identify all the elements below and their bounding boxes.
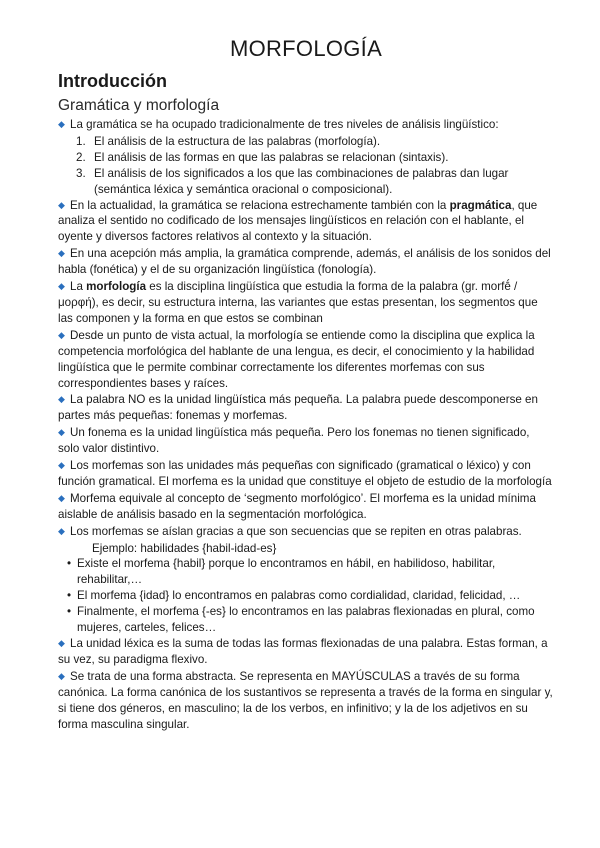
- diamond-bullet-icon: ◆: [58, 427, 65, 438]
- sub-list: [58, 556, 554, 636]
- list-item: • Finalmente, el morfema {-es} lo encontramos en las palabras flexionadas en plural, como mujeres, carteles, felices…: [67, 605, 535, 635]
- section-heading: Introducción: [58, 71, 167, 91]
- subsection-heading: Gramática y morfología: [58, 97, 220, 114]
- paragraph: ◆ Se trata de una forma abstracta. Se representa en MAYÚSCULAS a través de su forma canónica. La forma canónica de los sustantivos se representa a través de la forma en singular y, si tiene dos géneros, en masculino; la de los verbos, en infinitivo; y la de los adjetivos en su forma masculina singular.: [58, 669, 553, 731]
- example-line: Ejemplo: habilidades {habil-idad-es}: [92, 541, 277, 555]
- list-item: 3. El análisis de los significados a los que las combinaciones de palabras dan lugar (semántica léxica y semántica oracional o composicional).: [76, 166, 509, 196]
- diamond-bullet-icon: ◆: [58, 281, 65, 292]
- dot-bullet-icon: •: [67, 605, 72, 619]
- dot-bullet-icon: •: [67, 589, 72, 603]
- diamond-bullet-icon: ◆: [58, 248, 65, 259]
- list-item: • Existe el morfema {habil} porque lo encontramos en hábil, en habilidoso, habilitar, rehabilitar,…: [67, 557, 496, 587]
- paragraph: ◆ Los morfemas se aíslan gracias a que son secuencias que se repiten en otras palabras.: [58, 524, 522, 538]
- paragraph: ◆ La morfología es la disciplina lingüística que estudia la forma de la palabra (gr. morfḗ / μορφή), es decir, su estructura interna, las variantes que estas presentan, los segmentos que las componen y la forma en que estos se combinan: [58, 280, 538, 325]
- diamond-bullet-icon: ◆: [58, 394, 65, 405]
- diamond-bullet-icon: ◆: [58, 638, 65, 648]
- paragraph: ◆ En una acepción más amplia, la gramática comprende, además, el análisis de los sonidos del habla (fonética) y el de su organización lingüística (fonología).: [58, 247, 551, 277]
- diamond-bullet-icon: ◆: [58, 199, 65, 210]
- paragraph: ◆ En la actualidad, la gramática se relaciona estrechamente también con la pragmática, que analiza el sentido no codificado de los mensajes lingüísticos en relación con el hablante, el oyente y diversos factores relativos al contexto y la situación.: [58, 198, 538, 244]
- list-item: 1. El análisis de la estructura de las palabras (morfología).: [76, 134, 381, 148]
- page-title: MORFOLOGÍA: [229, 36, 383, 61]
- numbered-list: [58, 134, 554, 198]
- diamond-bullet-icon: ◆: [58, 119, 65, 129]
- paragraph: ◆ Desde un punto de vista actual, la morfología se entiende como la disciplina que explica la competencia morfológica del hablante de una lengua, es decir, el conocimiento y la habilidad lingüística que le permite combinar correctamente los diferentes morfemas con sus correspondientes bases y raíces.: [58, 328, 535, 390]
- diamond-bullet-icon: ◆: [58, 670, 65, 681]
- paragraph: ◆ Morfema equivale al concepto de ‘segmento morfológico’. El morfema es la unidad mínima aislable de análisis basado en la segmentación morfológica.: [58, 491, 536, 521]
- paragraph: ◆ La gramática se ha ocupado tradicionalmente de tres niveles de análisis lingüístico:: [58, 118, 499, 131]
- diamond-bullet-icon: ◆: [58, 492, 65, 503]
- list-item: 2. El análisis de las formas en que las palabras se relacionan (sintaxis).: [76, 150, 449, 164]
- paragraph: ◆ Un fonema es la unidad lingüística más pequeña. Pero los fonemas no tienen significado, solo valor distintivo.: [58, 426, 530, 456]
- paragraph: ◆ Los morfemas son las unidades más pequeñas con significado (gramatical o léxico) y con función gramatical. El morfema es la unidad que constituye el objeto de estudio de la morfología: [58, 459, 552, 488]
- paragraph: ◆ La palabra NO es la unidad lingüística más pequeña. La palabra puede descomponerse en partes más pequeñas: fonemas y morfemas.: [58, 393, 538, 423]
- diamond-bullet-icon: ◆: [58, 525, 65, 536]
- diamond-bullet-icon: ◆: [58, 329, 65, 340]
- dot-bullet-icon: •: [67, 557, 72, 571]
- list-item: • El morfema {idad} lo encontramos en palabras como cordialidad, claridad, felicidad, …: [67, 589, 521, 603]
- paragraph: ◆ La unidad léxica es la suma de todas las formas flexionadas de una palabra. Estas forman, a su vez, su paradigma flexivo.: [58, 637, 548, 666]
- diamond-bullet-icon: ◆: [58, 460, 65, 471]
